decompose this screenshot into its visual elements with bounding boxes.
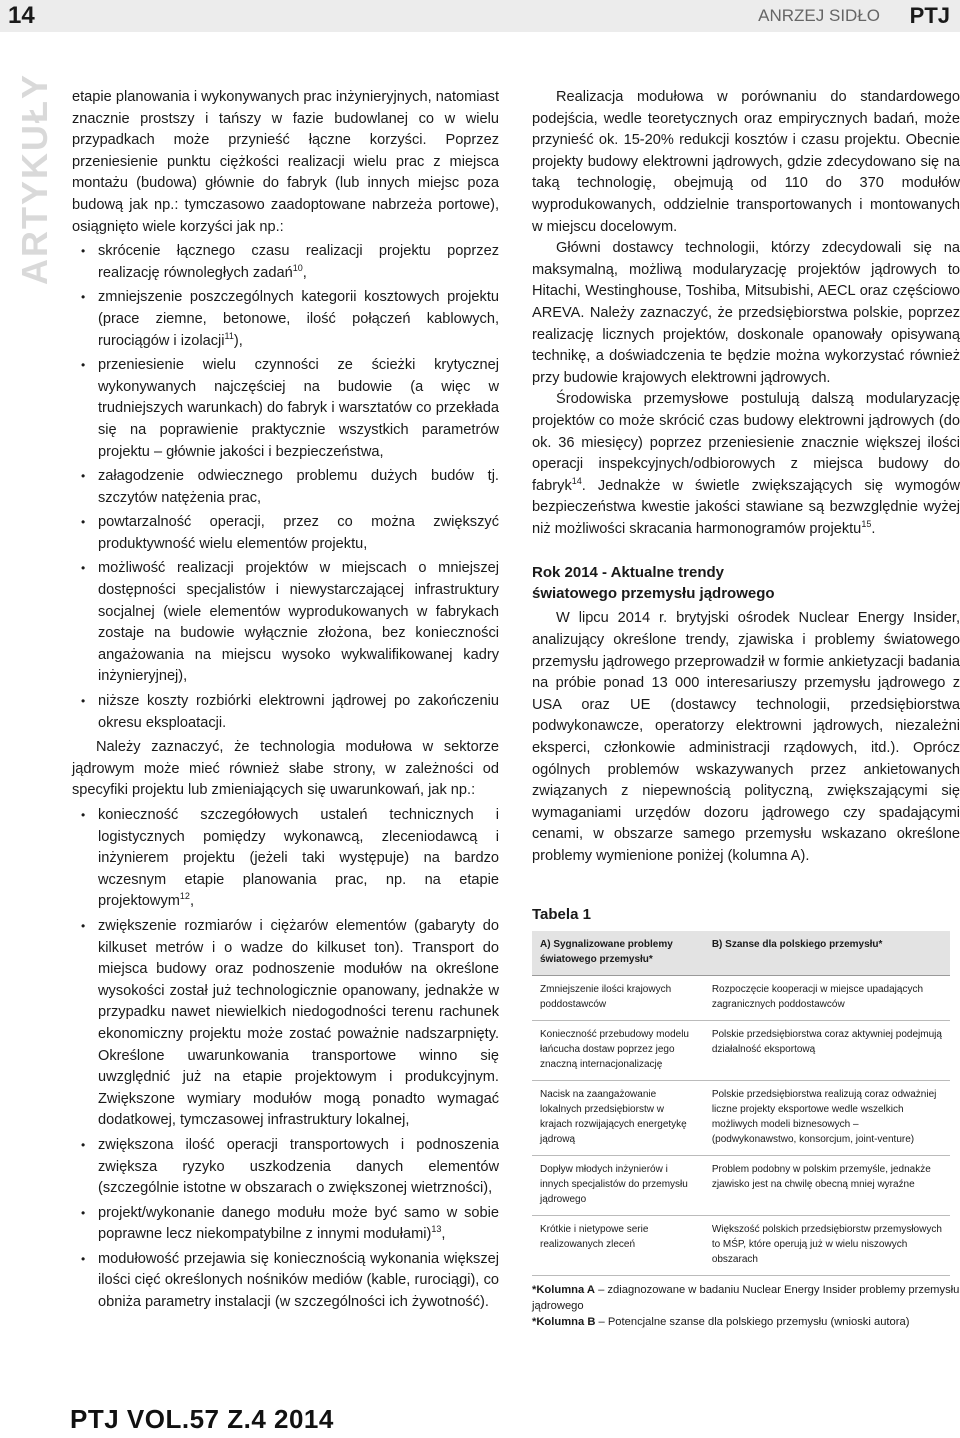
data-table (532, 931, 950, 1276)
paragraph: Główni dostawcy technologii, którzy zdecydowali się na maksymalną, możliwą modularyzację projektów jądrowych to Hitachi, Westinghouse, Toshiba, Mitsubishi, AECL oraz częściowo AREVA. Należy zaznaczyć, że przedsiębiorstwa polskie, poprzez realizację licznych projektów, doskonale opanowały opisywaną technikę, a doświadczenia te będzie można wykorzystać również przy budowie krajowych elektrowni jądrowych. (532, 240, 960, 386)
table-cell: Problem podobny w polskim przemyśle, jednakże zjawisko jest na chwilę obecną mniej wyraźne (704, 1156, 950, 1216)
list-item: • konieczność szczegółowych ustaleń technicznych i logistycznych pomiędzy wykonawcą, zleceniodawcą i inżynierem projektu (jeżeli taki występuje) na bardzo wczesnym etapie planowania prac, np. na etapie projektowym$^{12}$, (72, 805, 499, 913)
table-cell: Dopływ młodych inżynierów i innych specjalistów do przemysłu jądrowego (532, 1156, 704, 1216)
table-cell: Konieczność przebudowy modelu łańcucha dostaw poprzez jego znaczną internacjonalizację (532, 1021, 704, 1081)
table-notes (532, 1282, 960, 1330)
paragraph: etapie planowania i wykonywanych prac inżynieryjnych, natomiast znacznie prostszy i tańszy w fazie budowlanej co w wielu przypadkach może przynieść łączne korzyści. Poprzez przeniesienie punktu ciężkości realizacji wielu prac z miejsca montażu (budowa) głównie do fabryk (lub innych miejsc poza budową jak np.: tymczasowo zaadoptowane nabrzeża portowe), osiągnięto wiele korzyści jak np.: (72, 89, 499, 235)
table-row (532, 1081, 950, 1156)
list-item: • modułowość przejawia się koniecznością wykonania większej ilości cięć określonych nośników mediów (kable, rurociągi), co obniża parametry instalacji (w szczególności ich żywotność). (72, 1249, 499, 1314)
table-cell: Polskie przedsiębiorstwa realizują coraz odważniej liczne projekty eksportowe wedle wszelkich możliwych modeli biznesowych – (podwykonawstwo, konsorcjum, joint-venture) (704, 1081, 950, 1156)
list-item: • skrócenie łącznego czasu realizacji projektu poprzez realizację równoległych zadań$^{10}$, (72, 241, 499, 284)
left-column (72, 87, 499, 1314)
page-number: 14 (8, 2, 35, 29)
section-side-label: ARTYKUŁY (14, 73, 55, 285)
list-item: • zwiększenie rozmiarów i ciężarów elementów (gabaryty do kilkuset metrów i o wadze do kilkuset ton). Transport do miejsca budowy oraz podnoszenie modułów na określone wysokości został już technologicznie opanowany, jednakże w przypadku nawet niewielkich niedogodności terenu rachunek ekonomiczny projektu może zostać poważnie nadszarpnięty. Określone uwarunkowania transportowe winno się uwzględnić już na etapie projektowym i produkcyjnym. Zwiększone wymiary modułów mogą ponadto wymagać dodatkowej, tymczasowej infrastruktury lokalnej, (72, 916, 499, 1132)
list-item: • powtarzalność operacji, przez co można zwiększyć produktywność wielu elementów projektu, (72, 512, 499, 555)
table-cell: Polskie przedsiębiorstwa coraz aktywniej podejmują działalność eksportową (704, 1021, 950, 1081)
list-item: • przeniesienie wielu czynności ze ścieżki krytycznej wykonywanych najczęściej na budowie (a więc w trudniejszych warunkach) do fabryk i warsztatów co przekłada się na poprawienie praktycznie wszystkich parametrów projektu – głównie jakości i bezpieczeństwa, (72, 355, 499, 463)
table-cell: Nacisk na zaangażowanie lokalnych przedsiębiorstw w krajach rozwijających energetykę jądrową (532, 1081, 704, 1156)
benefits-list (72, 241, 499, 734)
column-header-a: A) Sygnalizowane problemy światowego przemysłu* (532, 931, 704, 976)
paragraph: Realizacja modułowa w porównaniu do standardowego podejścia, wedle teoretycznych oraz empirycznych badań, może przynieść ok. 15-20% redukcji kosztów i czasu projektu. Obecnie projekty budowy elektrowni jądrowych, gdzie zdecydowano się na taką technologię, obejmują od 110 do 370 modułów wyprodukowanych, oddzielnie transportowanych i montowanych w miejscu docelowym. (532, 89, 960, 235)
table-title: Tabela 1 (532, 905, 591, 923)
right-column (532, 87, 960, 1330)
page-footer: PTJ VOL.57 Z.4 2014 (70, 1404, 334, 1434)
list-item: • zwiększona ilość operacji transportowych i podnoszenia zwiększa ryzyko uszkodzenia danych elementów (szczególnie istotne w obszarach o zwiększonej wietrzności), (72, 1135, 499, 1200)
table-cell: Zmniejszenie ilości krajowych poddostawców (532, 976, 704, 1021)
author-name: ANRZEJ SIDŁO (758, 6, 880, 25)
table-cell: Większość polskich przedsiębiorstw przemysłowych to MŚP, które operują już w wielu niszowych obszarach (704, 1216, 950, 1276)
table-cell: Krótkie i nietypowe serie realizowanych zleceń (532, 1216, 704, 1276)
paragraph: W lipcu 2014 r. brytyjski ośrodek Nuclear Energy Insider, analizujący określone trendy, zjawiska i problemy światowego przemysłu jądrowego przeprowadził w formie ankietyzacji badania na próbie ponad 13 000 interesariuszy przemysłu jądrowego z USA oraz UE (dostawcy technologii, przedsiębiorstwa podwykonawcze, operatorzy elektrowni jądrowych, niezależni eksperci, członkowie administracji rządowych, itd.). Oprócz ogólnych problemów wskazywanych przez ankietowanych związanych z niepewnością polityczną, zwiększającymi się wymaganiami urzędów dozoru jądrowego czy spadającymi cenami, w obszarze samego przemysłu wskazano określone problemy wymienione poniżej (kolumna A). (532, 610, 960, 864)
paragraph: Należy zaznaczyć, że technologia modułowa w sektorze jądrowym może mieć również słabe strony, w zależności od specyfiki projektu lub zmieniających się uwarunkowań, jak np.: (72, 739, 499, 799)
list-item: • projekt/wykonanie danego modułu może być samo w sobie poprawne lecz niekompatybilne z innymi modułami)$^{13}$, (72, 1203, 499, 1246)
list-item: • zmniejszenie poszczególnych kategorii kosztowych projektu (prace ziemne, betonowe, ilość połączeń kablowych, rurociągów i izolacji$^{11}$), (72, 287, 499, 352)
note-a: *Kolumna A – zdiagnozowane w badaniu Nuclear Energy Insider problemy przemysłu jądrowego (532, 1284, 960, 1313)
list-item: • niższe koszty rozbiórki elektrowni jądrowej po zakończeniu okresu eksploatacji. (72, 691, 499, 734)
journal-name: PTJ (909, 3, 950, 28)
table-row (532, 1021, 950, 1081)
table-row (532, 1216, 950, 1276)
column-header-b: B) Szanse dla polskiego przemysłu* (704, 931, 950, 976)
section-heading: Rok 2014 - Aktualne trendy światowego przemysłu jądrowego (532, 564, 775, 603)
list-item: • możliwość realizacji projektów w miejscach o mniejszej dostępności specjalistów i niewystarczającej infrastruktury socjalnej (wiele elementów wyprodukowanych w fabrykach zostaje na budowie wyłącznie złożona, bez konieczności angażowania na miejscu wysoko wykwalifikowanej kadry inżynieryjnej), (72, 558, 499, 688)
table-cell: Rozpoczęcie kooperacji w miejsce upadających zagranicznych poddostawców (704, 976, 950, 1021)
drawbacks-list (72, 805, 499, 1314)
note-b: *Kolumna B – Potencjalne szanse dla polskiego przemysłu (wnioski autora) (532, 1316, 910, 1329)
paragraph: Środowiska przemysłowe postulują dalszą modularyzację projektów co może skrócić czas budowy elektrowni jądrowych (do ok. 36 miesięcy) poprzez przeniesienie znacznie większej ilości operacji inspekcyjnych/odbiorowych z miejsca budowy do fabryk$^{14}$. Jednakże w świetle zwiększających się wymogów bezpieczeństwa kwestie jakości stawiane są bezwzględnie wyżej niż możliwości skracania harmonogramów projektu$^{15}$. (532, 391, 960, 537)
table-row (532, 1156, 950, 1216)
page-header (0, 0, 960, 32)
list-item: • załagodzenie odwiecznego problemu dużych budów tj. szczytów natężenia prac, (72, 466, 499, 509)
table-row (532, 976, 950, 1021)
